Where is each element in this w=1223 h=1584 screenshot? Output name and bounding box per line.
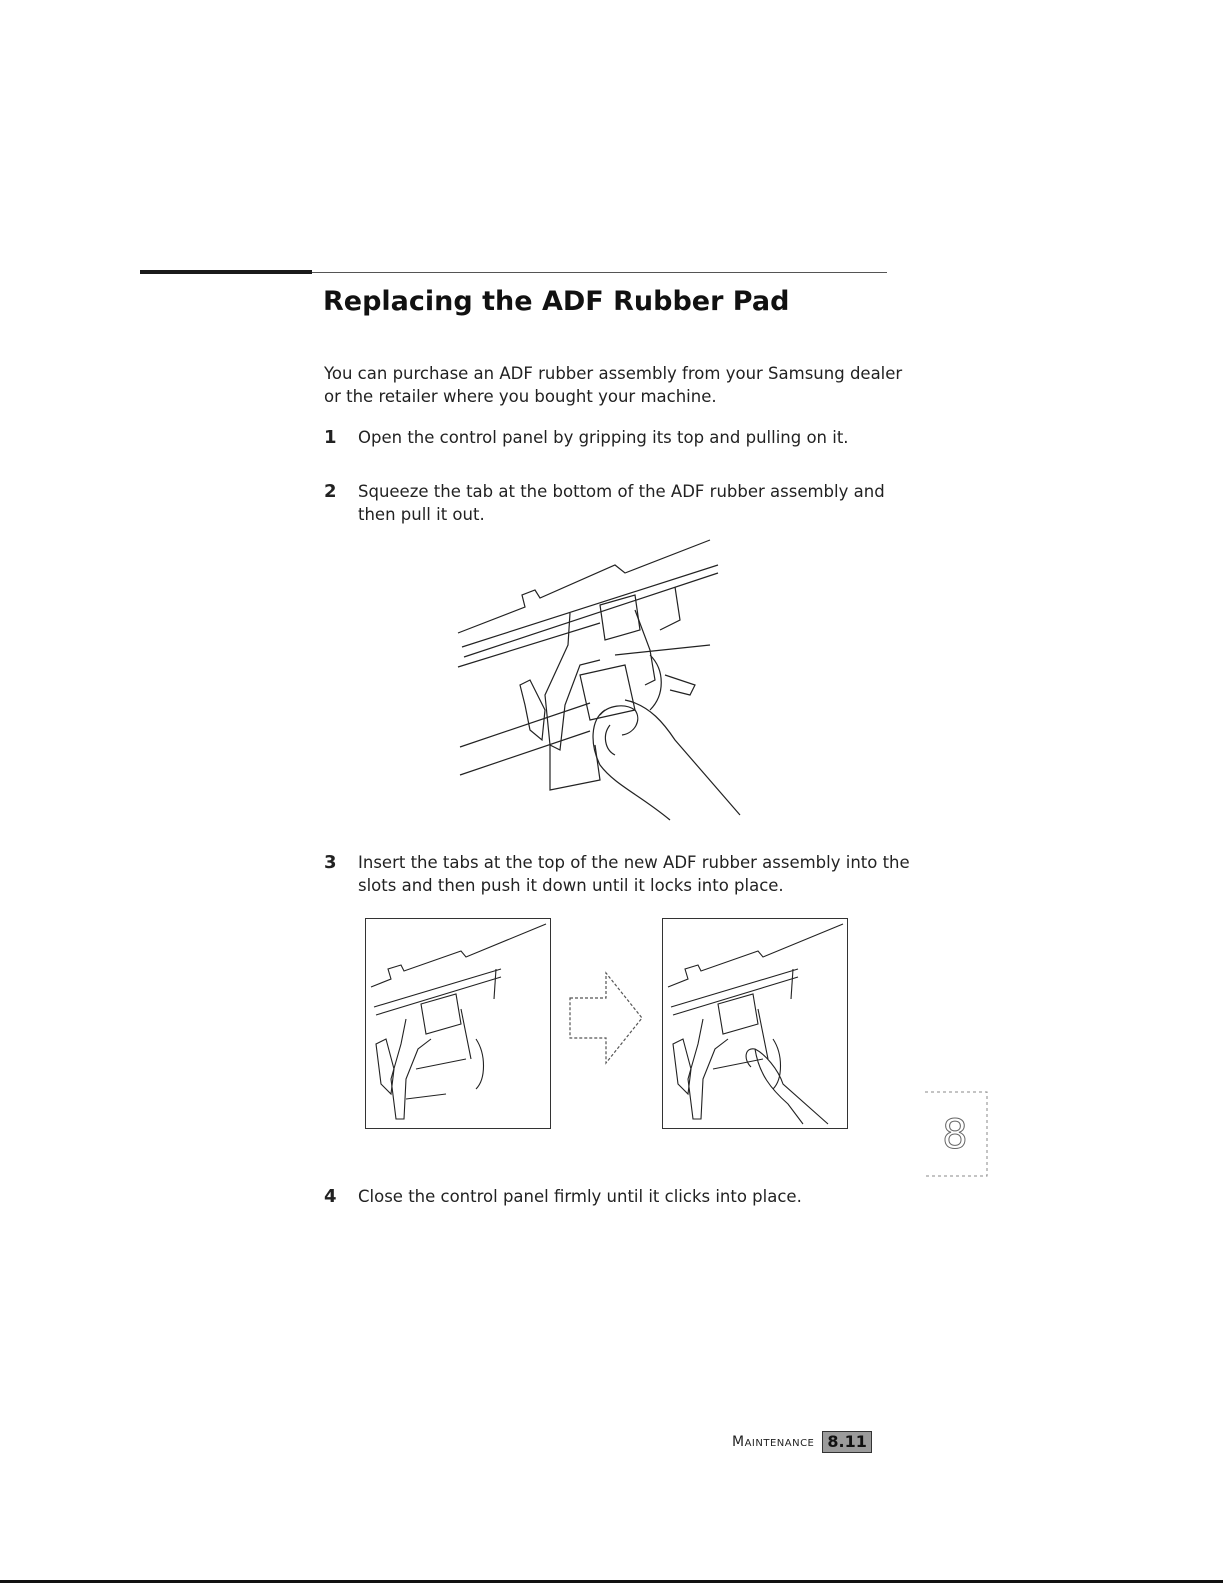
step-number: 3 [324,852,337,873]
header-rule-thick [140,270,312,274]
step-text: Open the control panel by gripping its top and pulling on it. [358,428,849,447]
step-number: 2 [324,481,337,502]
step-text: Close the control panel firmly until it clicks into place. [358,1187,802,1206]
chapter-tab [915,1090,989,1178]
header-rule-thin [312,272,887,273]
page-title: Replacing the ADF Rubber Pad [323,286,790,317]
footer-page-number: 8.11 [822,1431,871,1453]
page-footer [732,1431,872,1453]
intro-paragraph: You can purchase an ADF rubber assembly from your Samsung dealer or the retailer where you bought your machine. [324,364,903,406]
arrow-right-icon [566,968,646,1068]
step-number: 4 [324,1186,337,1207]
remove-adf-rubber-illustration [450,535,750,830]
push-down-drawing [663,919,846,1127]
step-text: Squeeze the tab at the bottom of the ADF rubber assembly and then pull it out. [358,482,885,524]
step-text: Insert the tabs at the top of the new ADF rubber assembly into the slots and then push it down until it locks into place. [358,853,910,895]
chapter-number: 8 [942,1112,968,1158]
step-number: 1 [324,427,337,448]
footer-section-name: Maintenance [732,1434,815,1450]
push-down-illustration [662,918,848,1129]
bottom-edge-line [0,1580,1223,1583]
insert-tabs-drawing [366,919,549,1127]
insert-tabs-illustration [365,918,551,1129]
